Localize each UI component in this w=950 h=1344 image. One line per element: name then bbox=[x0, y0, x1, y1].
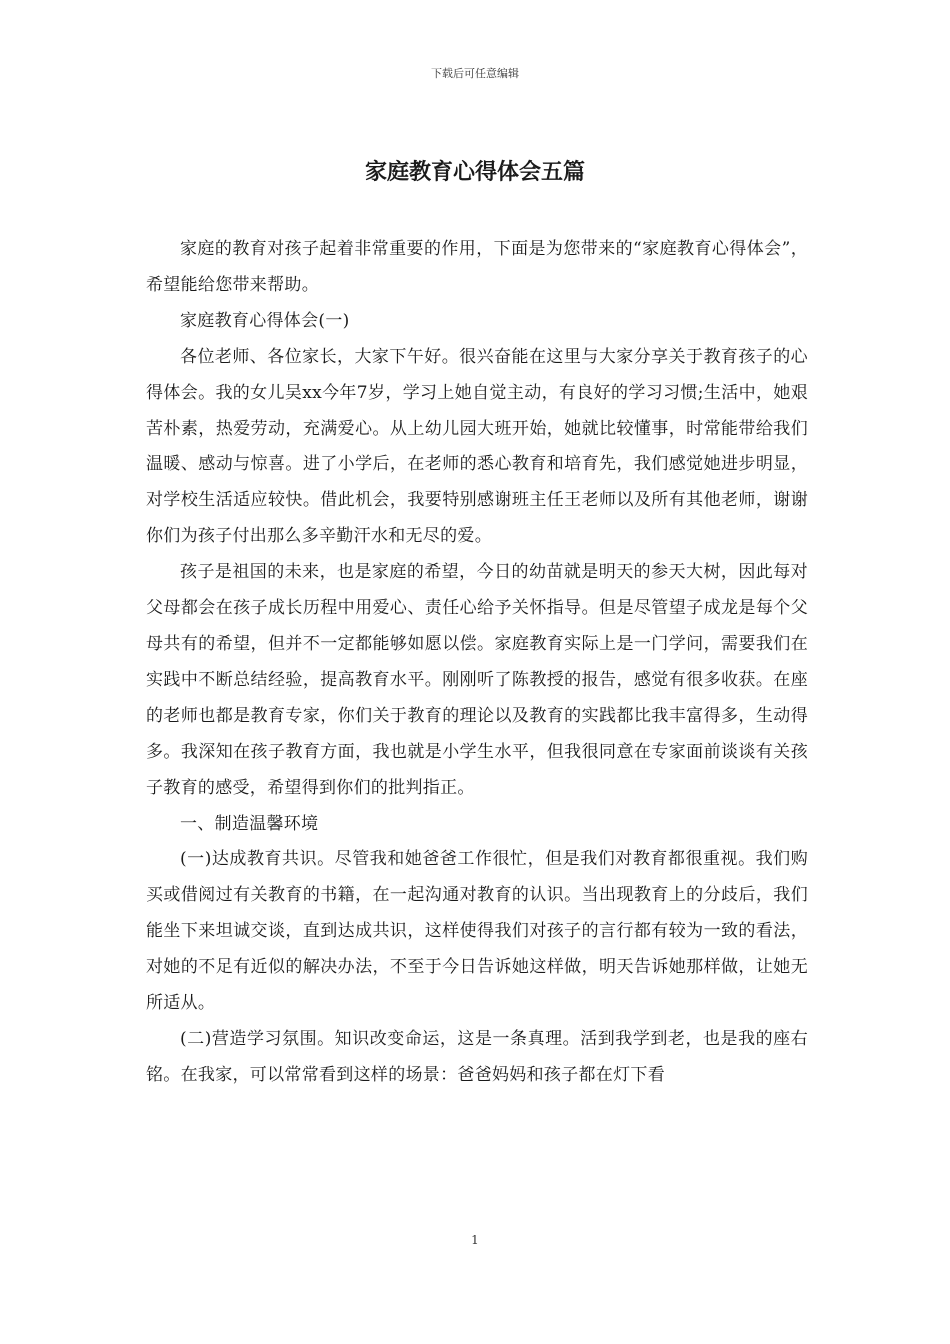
paragraph-intro: 家庭的教育对孩子起着非常重要的作用，下面是为您带来的“家庭教育心得体会”，希望能给您带来帮助。 bbox=[146, 239, 808, 295]
subheading-environment: 一、制造温馨环境 bbox=[180, 813, 319, 834]
paragraph-greeting: 各位老师、各位家长，大家下午好。很兴奋能在这里与大家分享关于教育孩子的心得体会。我的女儿吴xx今年7岁，学习上她自觉主动，有良好的学习习惯;生活中，她艰苦朴素，热爱劳动，充满爱心。从上幼儿园大班开始，她就比较懂事，时常能带给我们温暖、感动与惊喜。进了小学后，在老师的悉心教育和培育先，我们感觉她进步明显，对学校生活适应较快。借此机会，我要特别感谢班主任王老师以及所有其他老师，谢谢你们为孩子付出那么多辛勤汗水和无尽的爱。 bbox=[146, 346, 808, 547]
paragraph-atmosphere: (二)营造学习氛围。知识改变命运，这是一条真理。活到我学到老，也是我的座右铭。在我家，可以常常看到这样的场景：爸爸妈妈和孩子都在灯下看 bbox=[146, 1028, 808, 1085]
document-body bbox=[146, 232, 808, 1094]
section-heading-1: 家庭教育心得体会(一) bbox=[180, 310, 350, 331]
page-number: 1 bbox=[471, 1233, 479, 1247]
document-title: 家庭教育心得体会五篇 bbox=[364, 159, 585, 185]
paragraph-future: 孩子是祖国的未来，也是家庭的希望，今日的幼苗就是明天的参天大树，因此每对父母都会在孩子成长历程中用爱心、责任心给予关怀指导。但是尽管望子成龙是每个父母共有的希望，但并不一定都能够如愿以偿。家庭教育实际上是一门学问，需要我们在实践中不断总结经验，提高教育水平。刚刚听了陈教授的报告，感觉有很多收获。在座的老师也都是教育专家，你们关于教育的理论以及教育的实践都比我丰富得多，生动得多。我深知在孩子教育方面，我也就是小学生水平，但我很同意在专家面前谈谈有关孩子教育的感受，希望得到你们的批判指正。 bbox=[146, 562, 808, 798]
header-note: 下载后可任意编辑 bbox=[431, 67, 519, 80]
paragraph-consensus: (一)达成教育共识。尽管我和她爸爸工作很忙，但是我们对教育都很重视。我们购买或借阅过有关教育的书籍，在一起沟通对教育的认识。当出现教育上的分歧后，我们能坐下来坦诚交谈，直到达成共识，这样使得我们对孩子的言行都有较为一致的看法，对她的不足有近似的解决办法，不至于今日告诉她这样做，明天告诉她那样做，让她无所适从。 bbox=[146, 849, 808, 1014]
